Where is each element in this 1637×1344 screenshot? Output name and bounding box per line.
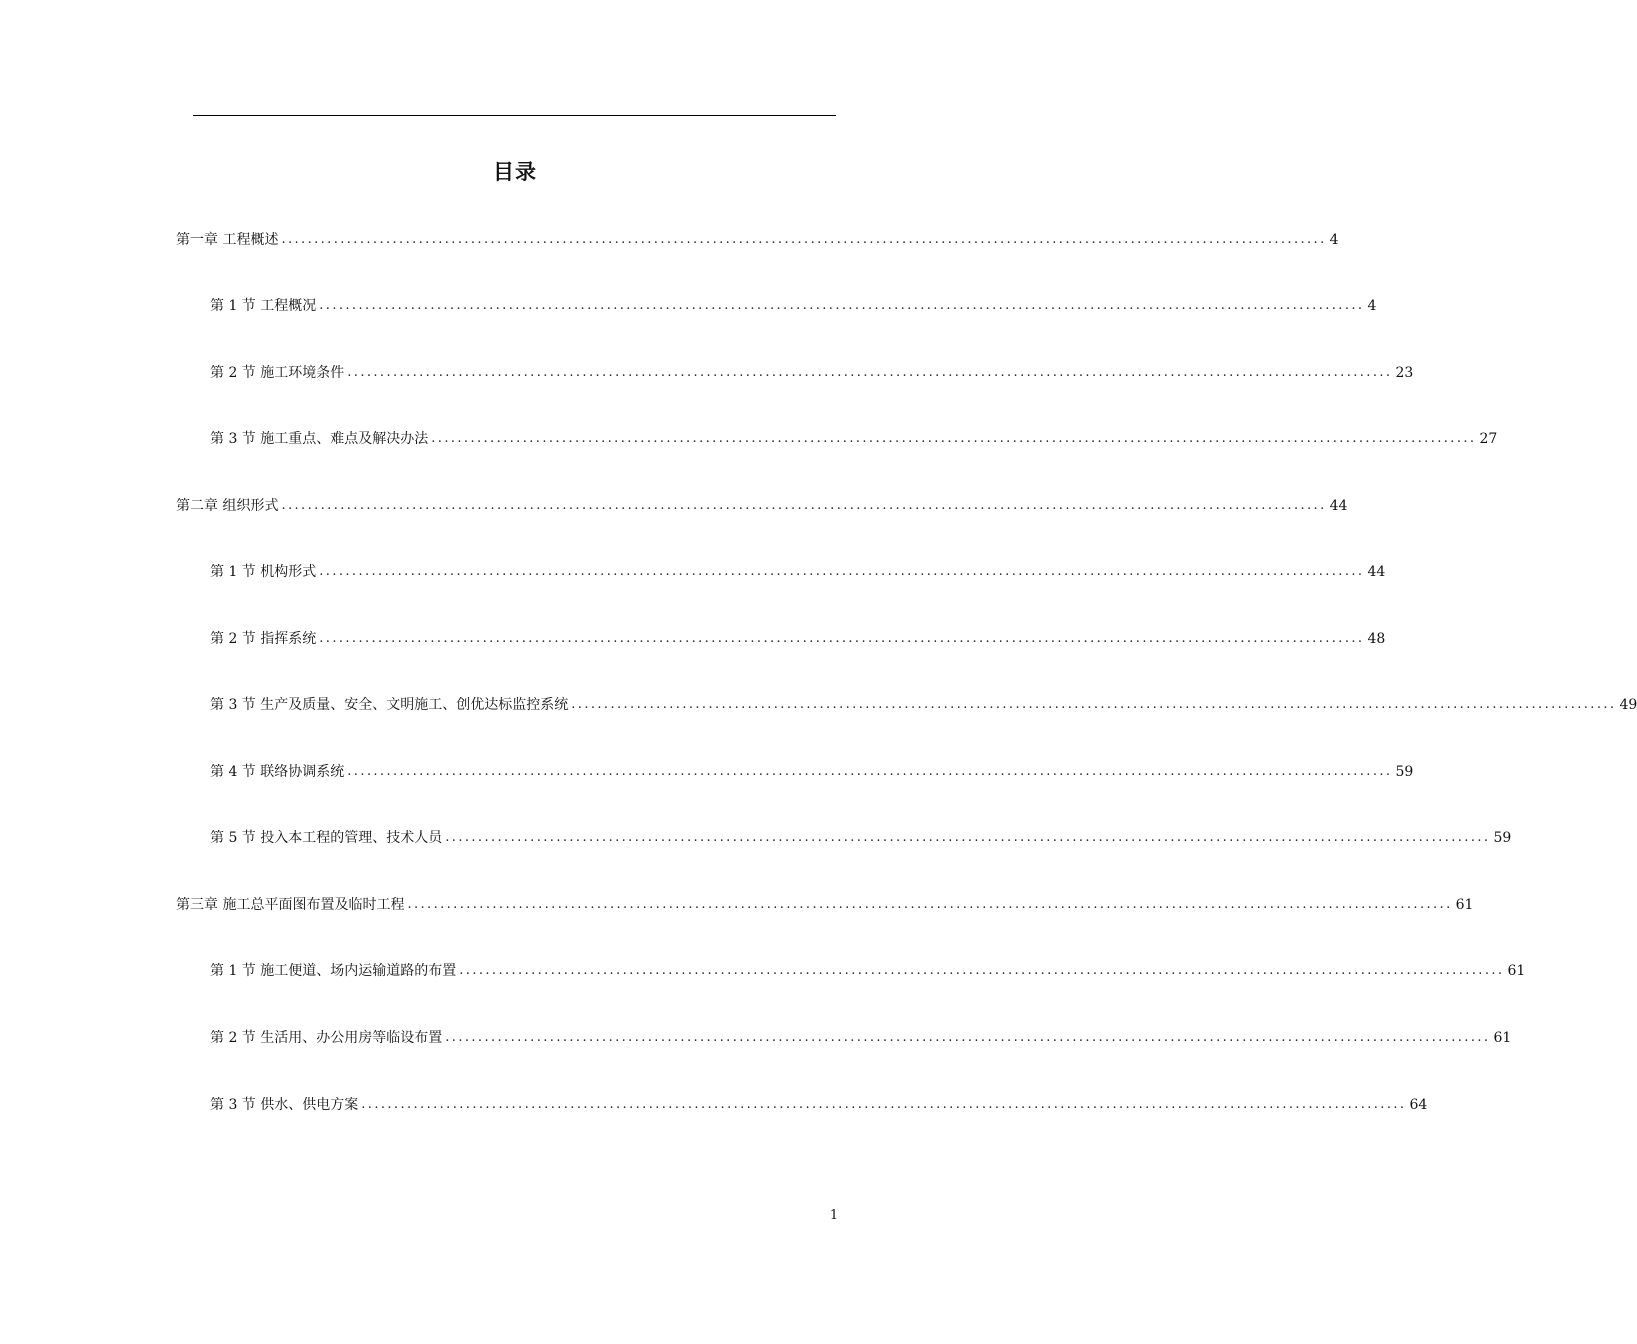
toc-entry-label: 第 5 节 投入本工程的管理、技术人员	[210, 830, 443, 846]
toc-entry-page: 59	[1395, 764, 1414, 780]
toc-entry-page: 44	[1329, 498, 1348, 514]
toc-entry-page: 59	[1493, 830, 1512, 846]
toc-dot-leader: ................................................................................................................................................................	[361, 1097, 1407, 1112]
toc-entry-page: 4	[1367, 298, 1377, 314]
toc-entry-chapter-3[interactable]	[176, 895, 1474, 915]
toc-entry-label: 第二章 组织形式	[176, 498, 279, 514]
toc-entry-section[interactable]	[210, 562, 1386, 582]
toc-entry-label: 第三章 施工总平面图布置及临时工程	[176, 897, 405, 913]
toc-dot-leader: ................................................................................................................................................................	[445, 830, 1491, 845]
toc-entry-section[interactable]	[210, 1028, 1512, 1048]
toc-entry-label: 第 1 节 施工便道、场内运输道路的布置	[210, 963, 457, 979]
toc-entry-page: 27	[1479, 431, 1498, 447]
toc-dot-leader: ................................................................................................................................................................	[445, 1030, 1491, 1045]
toc-entry-chapter-1[interactable]	[176, 230, 1339, 250]
toc-dot-leader: ................................................................................................................................................................	[347, 764, 1393, 779]
toc-title: 目录	[493, 160, 537, 184]
toc-entry-chapter-2[interactable]	[176, 496, 1348, 516]
toc-entry-page: 23	[1395, 365, 1414, 381]
toc-entry-section[interactable]	[210, 363, 1414, 383]
toc-entry-page: 61	[1455, 897, 1474, 913]
toc-dot-leader: ................................................................................................................................................................	[319, 631, 1365, 646]
toc-dot-leader: ................................................................................................................................................................	[319, 298, 1365, 313]
toc-entry-page: 48	[1367, 631, 1386, 647]
toc-entry-label: 第 4 节 联络协调系统	[210, 764, 345, 780]
toc-entry-page: 61	[1507, 963, 1526, 979]
toc-entry-label: 第一章 工程概述	[176, 232, 279, 248]
toc-entry-page: 61	[1493, 1030, 1512, 1046]
toc-entry-page: 4	[1329, 232, 1339, 248]
toc-entry-label: 第 2 节 生活用、办公用房等临设布置	[210, 1030, 443, 1046]
toc-dot-leader: ................................................................................................................................................................	[571, 697, 1617, 712]
toc-entry-section[interactable]	[210, 429, 1498, 449]
toc-dot-leader: ................................................................................................................................................................	[407, 897, 1453, 912]
toc-entry-page: 49	[1619, 697, 1637, 713]
toc-dot-leader: ................................................................................................................................................................	[347, 365, 1393, 380]
toc-entry-label: 第 3 节 施工重点、难点及解决办法	[210, 431, 429, 447]
toc-entry-section[interactable]	[210, 296, 1377, 316]
toc-entry-page: 64	[1409, 1097, 1428, 1113]
toc-dot-leader: ................................................................................................................................................................	[459, 963, 1505, 978]
toc-dot-leader: ................................................................................................................................................................	[319, 564, 1365, 579]
toc-entry-section[interactable]	[210, 1095, 1428, 1115]
toc-entry-section[interactable]	[210, 961, 1526, 981]
toc-entry-label: 第 2 节 施工环境条件	[210, 365, 345, 381]
toc-entry-section[interactable]	[210, 762, 1414, 782]
toc-entry-section[interactable]	[210, 828, 1512, 848]
toc-entry-label: 第 3 节 供水、供电方案	[210, 1097, 359, 1113]
page-number: 1	[829, 1208, 839, 1223]
toc-dot-leader: ................................................................................................................................................................	[431, 431, 1477, 446]
toc-entry-page: 44	[1367, 564, 1386, 580]
toc-entry-label: 第 1 节 工程概况	[210, 298, 317, 314]
toc-entry-label: 第 3 节 生产及质量、安全、文明施工、创优达标监控系统	[210, 697, 569, 713]
toc-entry-section[interactable]	[210, 629, 1386, 649]
toc-dot-leader: ................................................................................................................................................................	[281, 498, 1327, 513]
toc-dot-leader: ................................................................................................................................................................	[281, 232, 1327, 247]
toc-entry-section[interactable]	[210, 695, 1637, 715]
toc-entry-label: 第 2 节 指挥系统	[210, 631, 317, 647]
toc-entry-label: 第 1 节 机构形式	[210, 564, 317, 580]
